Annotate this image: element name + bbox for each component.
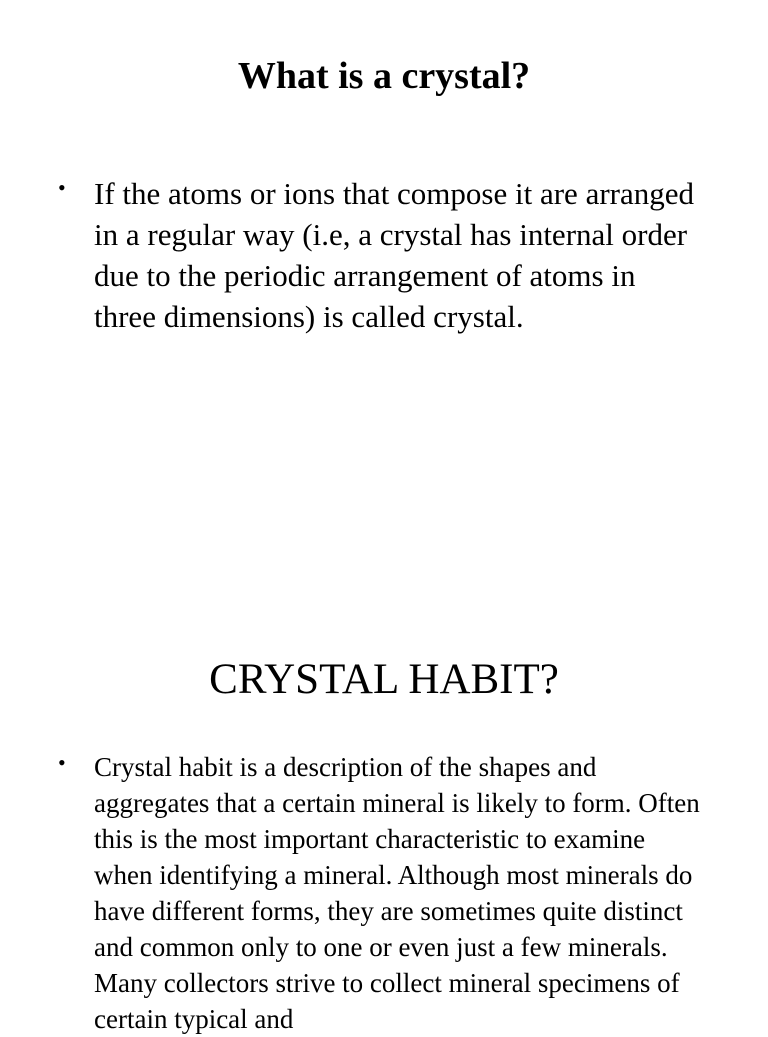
bullet-item [58,749,708,1037]
slide-crystal [0,0,768,512]
slide-crystal-habit [0,512,768,1034]
slide-title: What is a crystal? [237,55,531,97]
bullet-icon: • [58,175,66,200]
bullet-text: Crystal habit is a description of the shapes and aggregates that a certain mineral is likely to form. Often this is the most important characteristic to examine when identifying a mineral. Although most minerals do have different forms, they are sometimes quite distinct and common only to one or even just a few minerals. Many collectors strive to collect mineral specimens of certain typical and [94,752,700,1034]
slide-title: CRYSTAL HABIT? [209,656,559,703]
bullet-text: If the atoms or ions that compose it are arranged in a regular way (i.e, a crystal has internal order due to the periodic arrangement of atoms in three dimensions) is called crystal. [94,176,694,334]
bullet-item [58,173,708,337]
bullet-icon: • [58,750,66,775]
